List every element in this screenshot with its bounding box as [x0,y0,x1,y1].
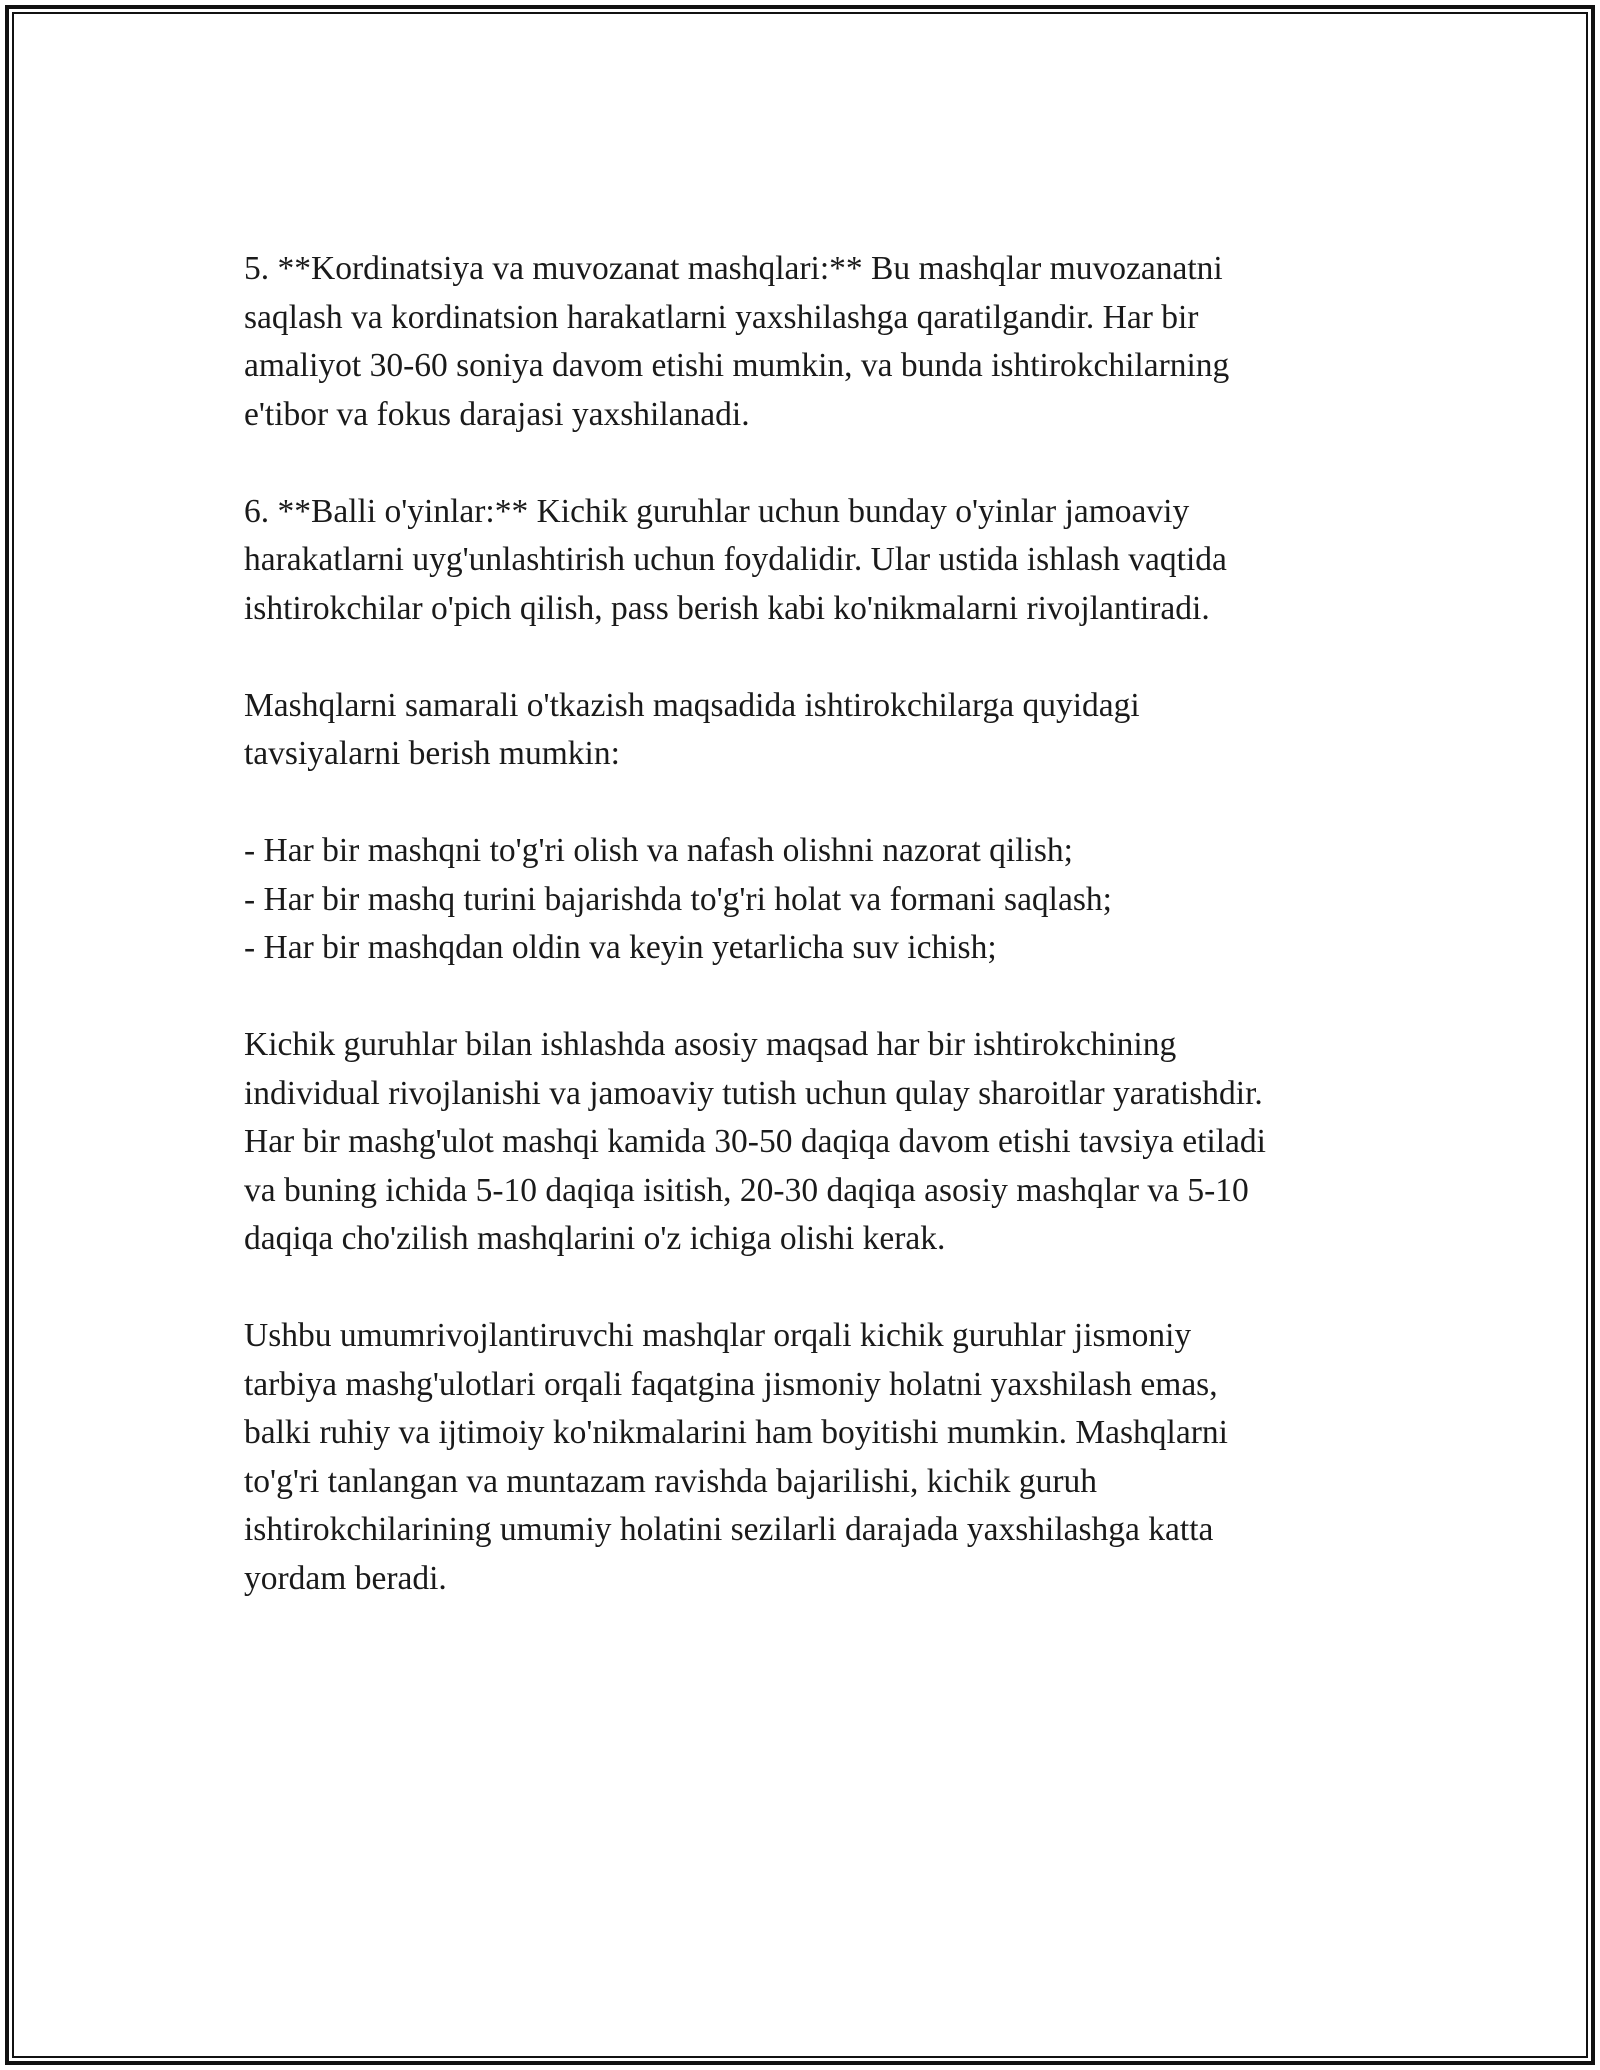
list-item: - Har bir mashq turini bajarishda to'g'ri holat va formani saqlash; [244,880,1112,918]
page-frame [5,5,1595,2065]
paragraph-recommendations-intro: Mashqlarni samarali o'tkazish maqsadida ishtirokchilarga quyidagi tavsiyalarni berish mumkin: [244,686,1140,772]
paragraph-ball-games: 6. **Balli o'yinlar:** Kichik guruhlar uchun bunday o'yinlar jamoaviy harakatlarni uyg'unlashtirish uchun foydalidir. Ular ustida ishlash vaqtida ishtirokchilar o'pich qilish, pass berish kabi ko'nikmalarni rivojlantiradi. [244,492,1227,627]
paragraph-coordination-exercises: 5. **Kordinatsiya va muvozanat mashqlari:** Bu mashqlar muvozanatni saqlash va kordinatsion harakatlarni yaxshilashga qaratilgandir. Har bir amaliyot 30-60 soniya davom etishi mumkin, va bunda ishtirokchilarning e'tibor va fokus darajasi yaxshilanadi. [244,250,1230,433]
list-item: - Har bir mashqdan oldin va keyin yetarlicha suv ichish; [244,929,997,966]
paragraph-main-goal: Kichik guruhlar bilan ishlashda asosiy maqsad har bir ishtirokchining individual rivojlanishi va jamoaviy tutish uchun qulay sharoitlar yaratishdir. Har bir mashg'ulot mashqi kamida 30-50 daqiqa davom etishi tavsiya etiladi va buning ichida 5-10 daqiqa isitish, 20-30 daqiqa asosiy mashqlar va 5-10 daqiqa cho'zilish mashqlarini o'z ichiga olishi kerak. [244,1026,1266,1257]
list-item: - Har bir mashqni to'g'ri olish va nafash olishni nazorat qilish; [244,832,1073,869]
document-body [244,245,1384,1652]
paragraph-conclusion: Ushbu umumrivojlantiruvchi mashqlar orqali kichik guruhlar jismoniy tarbiya mashg'ulotlari orqali faqatgina jismoniy holatni yaxshilash emas, balki ruhiy va ijtimoiy ko'nikmalarini ham boyitishi mumkin. Mashqlarni to'g'ri tanlangan va muntazam ravishda bajarilishi, kichik guruh ishtirokchilarining umumiy holatini sezilarli darajada yaxshilashga katta yordam beradi. [244,1317,1228,1597]
recommendations-list [244,827,1384,973]
